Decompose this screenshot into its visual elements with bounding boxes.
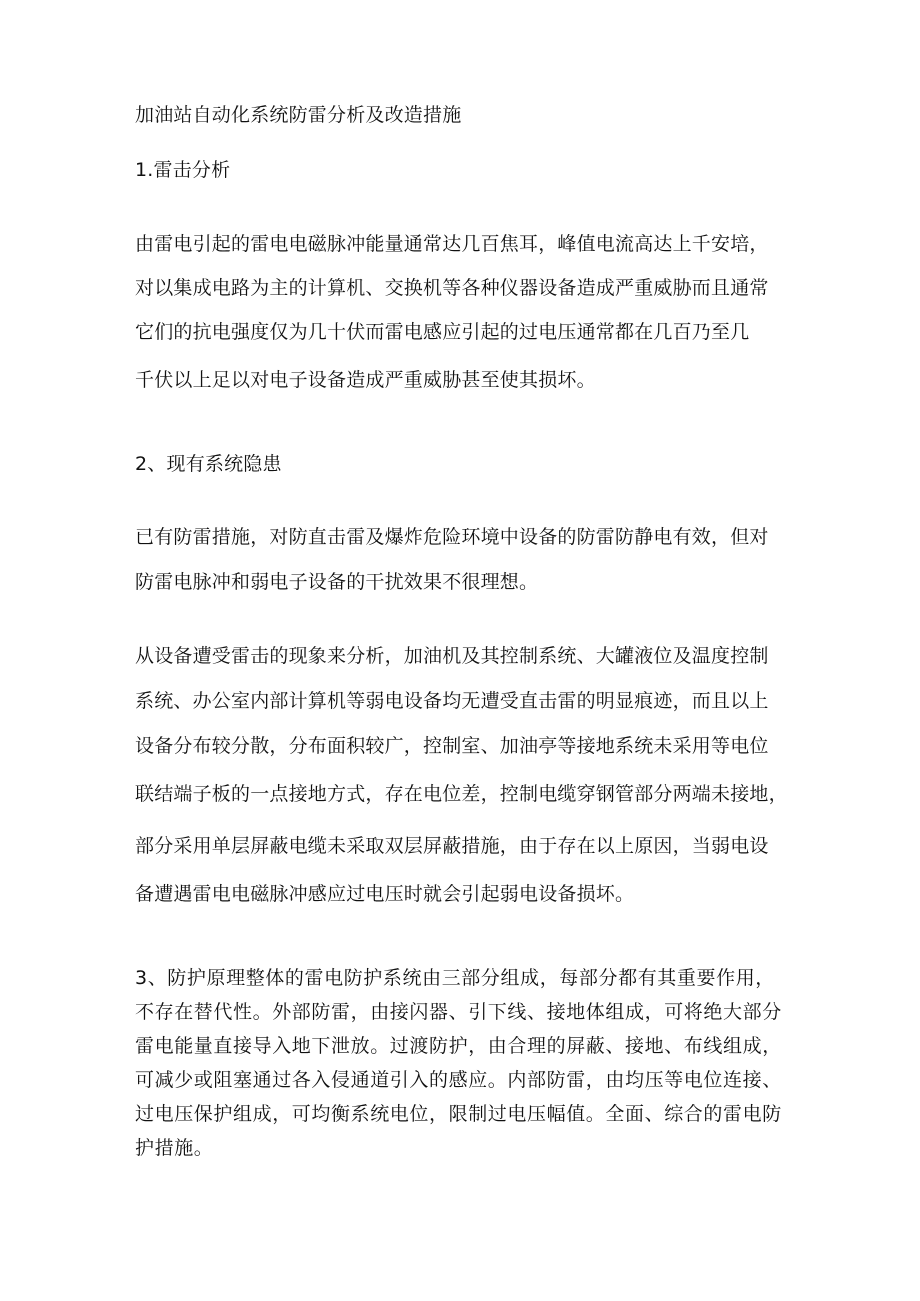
paragraph-line: 从设备遭受雷击的现象来分析，加油机及其控制系统、大罐液位及温度控制 bbox=[135, 645, 769, 667]
paragraph-line: 千伏以上足以对电子设备造成严重威胁甚至使其损坏。 bbox=[135, 369, 596, 391]
section-2-heading: 2、现有系统隐患 bbox=[135, 453, 282, 475]
paragraph-line: 联结端子板的一点接地方式，存在电位差，控制电缆穿钢管部分两端未接地， bbox=[135, 783, 788, 805]
section-3-line: 3、防护原理整体的雷电防护系统由三部分组成，每部分都有其重要作用， bbox=[135, 967, 775, 989]
paragraph-line: 系统、办公室内部计算机等弱电设备均无遭受直击雷的明显痕迹，而且以上 bbox=[135, 690, 769, 712]
document-title: 加油站自动化系统防雷分析及改造措施 bbox=[135, 104, 462, 126]
paragraph-line: 防雷电脉冲和弱电子设备的干扰效果不很理想。 bbox=[135, 571, 539, 593]
paragraph-line: 由雷电引起的雷电电磁脉冲能量通常达几百焦耳，峰值电流高达上千安培， bbox=[135, 233, 769, 255]
paragraph-line: 已有防雷措施，对防直击雷及爆炸危险环境中设备的防雷防静电有效，但对 bbox=[135, 526, 769, 548]
section-1-heading: 1.雷击分析 bbox=[135, 159, 231, 181]
paragraph-line: 对以集成电路为主的计算机、交换机等各种仪器设备造成严重威胁而且通常 bbox=[135, 277, 769, 299]
paragraph-line: 备遭遇雷电电磁脉冲感应过电压时就会引起弱电设备损坏。 bbox=[135, 883, 635, 905]
section-3-line: 护措施。 bbox=[135, 1137, 214, 1159]
paragraph-line: 它们的抗电强度仅为几十伏而雷电感应引起的过电压通常都在几百乃至几 bbox=[135, 321, 750, 343]
section-3-line: 不存在替代性。外部防雷，由接闪器、引下线、接地体组成，可将绝大部分 bbox=[135, 1001, 782, 1023]
paragraph-line: 设备分布较分散，分布面积较广，控制室、加油亭等接地系统未采用等电位 bbox=[135, 735, 769, 757]
section-3-line: 雷电能量直接导入地下泄放。过渡防护，由合理的屏蔽、接地、布线组成， bbox=[135, 1035, 782, 1057]
section-3-line: 过电压保护组成，可均衡系统电位，限制过电压幅值。全面、综合的雷电防 bbox=[135, 1103, 782, 1125]
paragraph-line: 部分采用单层屏蔽电缆未采取双层屏蔽措施，由于存在以上原因，当弱电设 bbox=[135, 835, 769, 857]
section-3-line: 可减少或阻塞通过各入侵通道引入的感应。内部防雷，由均压等电位连接、 bbox=[135, 1069, 782, 1091]
